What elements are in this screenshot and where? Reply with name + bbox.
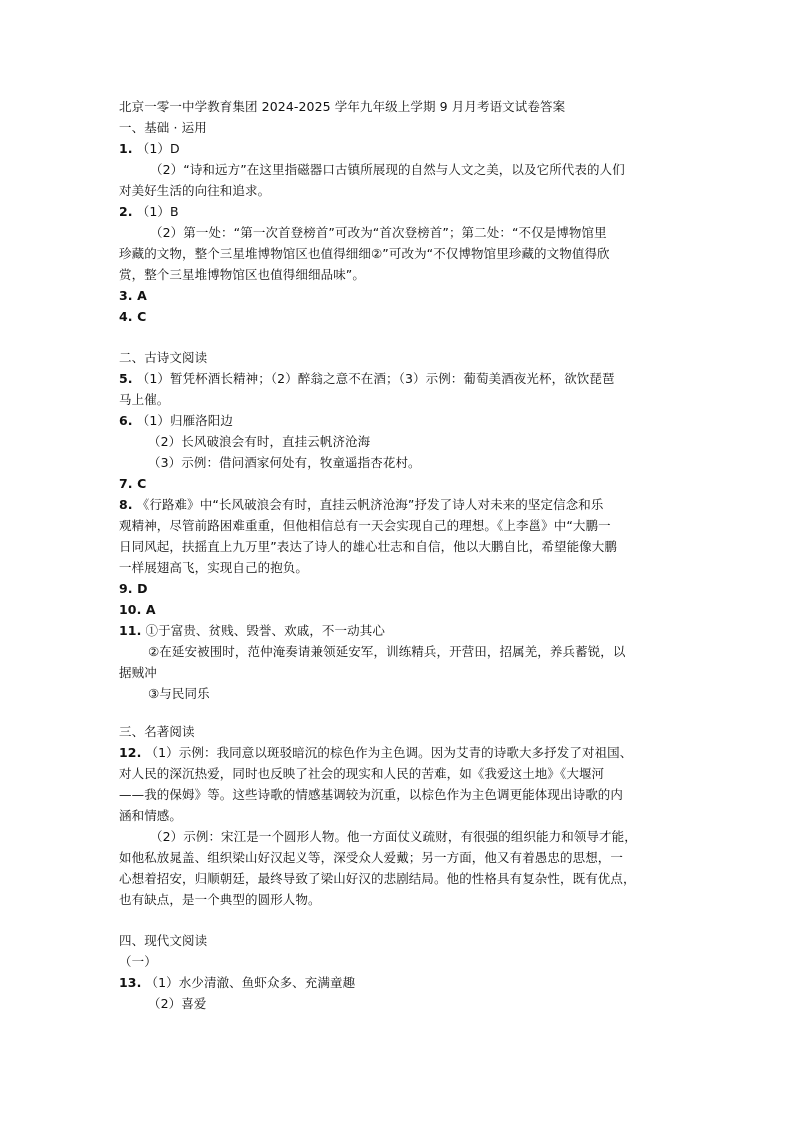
answer-1-part-2-line-1: （2）“诗和远方”在这里指磁器口古镇所展现的自然与人文之美，以及它所代表的人们 [150,162,625,177]
answer-4: 4. C [119,309,147,324]
question-number: 1. [119,141,133,156]
answer-6-part-1: 6. （1）归雁洛阳边 [119,413,233,428]
answer-11-line-4: ③与民同乐 [148,686,210,701]
answer-3: 3. A [119,288,147,303]
answer-12-part-1-line-2: 对人民的深沉热爱，同时也反映了社会的现实和人民的苦难，如《我爱这土地》《大堰河 [119,766,605,781]
answer-12-part-1-line-3: ——我的保姆》等。这些诗歌的情感基调较为沉重，以棕色作为主色调更能体现出诗歌的内 [119,787,624,802]
answer-5-line-2: 马上催。 [119,392,170,407]
answer-2-part-1: 2. （1）B [119,204,179,219]
answer-12-part-2-line-1: （2）示例：宋江是一个圆形人物。他一方面仗义疏财，有很强的组织能力和领导才能， [150,829,637,844]
answer-8-line-2: 观精神，尽管前路困难重重，但他相信总有一天会实现自己的理想。《上李邕》中“大鹏一 [119,518,611,533]
answer-1-part-1: 1. （1）D [119,141,180,156]
answer-12-part-1-line-1: 12. （1）示例：我同意以斑驳暗沉的棕色作为主色调。因为艾青的诗歌大多抒发了对祖国、 [119,745,633,760]
answer-11-line-3: 据贼冲 [119,665,157,680]
answer-8-line-4: 一样展翅高飞，实现自己的抱负。 [119,560,309,575]
answer-13-part-1: 13. （1）水少清澈、鱼虾众多、充满童趣 [119,975,356,990]
answer-1-part-2-line-2: 对美好生活的向往和追求。 [119,183,271,198]
answer-12-part-1-line-4: 涵和情感。 [119,808,183,823]
subsection-heading: （一） [119,954,157,969]
answer-9: 9. D [119,581,148,596]
question-number: 2. [119,204,133,219]
document-title: 北京一零一中学教育集团 2024-2025 学年九年级上学期 9 月月考语文试卷答案 [119,99,566,114]
section-heading-4: 四、现代文阅读 [119,933,208,948]
section-heading-1: 一、基础 · 运用 [119,120,207,135]
answer-12-part-2-line-3: 心想着招安，归顺朝廷，最终导致了梁山好汉的悲剧结局。他的性格具有复杂性，既有优点， [119,871,636,886]
answer-7: 7. C [119,476,147,491]
answer-11-line-1: 11. ①于富贵、贫贱、毁誉、欢戚，不一动其心 [119,623,385,638]
answer-5-line-1: 5. （1）暂凭杯酒长精神；（2）醉翁之意不在酒；（3）示例：葡萄美酒夜光杯，欲饮琵琶 [119,371,615,386]
answer-2-part-2-line-1: （2）第一处：“第一次首登榜首”可改为“首次登榜首”；第二处：“不仅是博物馆里 [150,225,607,240]
section-heading-3: 三、名著阅读 [119,724,195,739]
answer-11-line-2: ②在延安被围时，范仲淹奏请兼领延安军，训练精兵，开营田，招属羌，养兵蓄锐，以 [148,644,626,659]
answer-2-part-2-line-3: 赏，整个三星堆博物馆区也值得细细品味”。 [119,267,365,282]
answer-6-part-3: （3）示例：借问酒家何处有，牧童遥指杏花村。 [148,455,421,470]
answer-12-part-2-line-2: 如他私放晁盖、组织梁山好汉起义等，深受众人爱戴；另一方面，他又有着愚忠的思想，一 [119,850,624,865]
answer-13-part-2: （2）喜爱 [148,996,207,1011]
answer-2-part-2-line-2: 珍藏的文物，整个三星堆博物馆区也值得细细②”可改为“不仅博物馆里珍藏的文物值得欣 [119,246,610,261]
answer-10: 10. A [119,602,156,617]
answer-8-line-3: 日同风起，扶摇直上九万里”表达了诗人的雄心壮志和自信，他以大鹏自比，希望能像大鹏 [119,539,617,554]
answer-6-part-2: （2）长风破浪会有时，直挂云帆济沧海 [148,434,371,449]
section-heading-2: 二、古诗文阅读 [119,350,208,365]
answer-12-part-2-line-4: 也有缺点，是一个典型的圆形人物。 [119,892,321,907]
answer-8-line-1: 8. 《行路难》中“长风破浪会有时，直挂云帆济沧海”抒发了诗人对未来的坚定信念和乐 [119,497,604,512]
